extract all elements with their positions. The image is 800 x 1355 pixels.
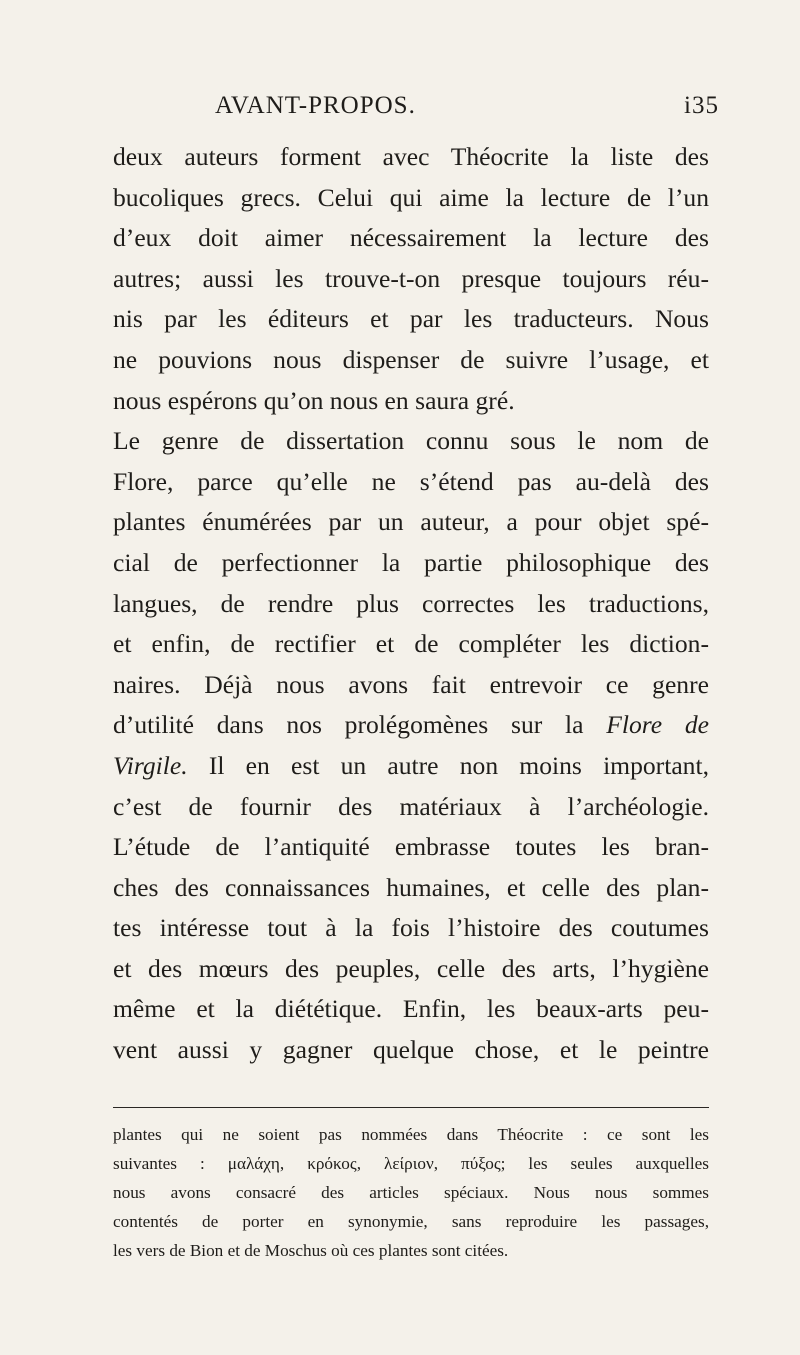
italic-title: Virgile. (113, 750, 188, 780)
text-line: d’eux doit aimer nécessairement la lecture des (113, 223, 709, 253)
footnote-line: les vers de Bion et de Moschus où ces plantes sont citées. (113, 1241, 509, 1260)
page-number: i35 (684, 92, 719, 119)
footnote-line: plantes qui ne soient pas nommées dans Théocrite : ce sont les (113, 1125, 709, 1144)
footnote-line: contentés de porter en synonymie, sans reproduire les passages, (113, 1212, 709, 1231)
footnote-line: nous avons consacré des articles spéciaux. Nous nous sommes (113, 1183, 709, 1202)
text-line (113, 746, 709, 787)
text-segment: Il en est un autre non moins important, (208, 750, 709, 780)
text-segment: d’utilité dans nos prolégomènes sur la (113, 710, 584, 740)
text-line: naires. Déjà nous avons fait entrevoir ce genre (113, 669, 709, 699)
text-line: Le genre de dissertation connu sous le nom de (113, 426, 709, 456)
text-line: même et la diététique. Enfin, les beaux-arts peu- (113, 994, 709, 1024)
footnote (113, 1120, 709, 1265)
text-line: tes intéresse tout à la fois l’histoire des coutumes (113, 913, 709, 943)
text-line: Flore, parce qu’elle ne s’étend pas au-delà des (113, 466, 709, 496)
text-line: ches des connaissances humaines, et celle des plan- (113, 872, 709, 902)
footnote-line: suivantes : μαλάχη, κρόκος, λείριον, πύξος; les seules auxquelles (113, 1154, 709, 1173)
text-line: nis par les éditeurs et par les traducteurs. Nous (113, 304, 709, 334)
text-line (113, 705, 709, 746)
text-line: c’est de fournir des matériaux à l’archéologie. (113, 791, 709, 821)
text-line: deux auteurs forment avec Théocrite la liste des (113, 142, 709, 171)
text-line: nous espérons qu’on nous en saura gré. (113, 385, 515, 415)
text-line: et enfin, de rectifier et de compléter les diction- (113, 629, 709, 659)
text-line: L’étude de l’antiquité embrasse toutes les bran- (113, 832, 709, 862)
text-line: cial de perfectionner la partie philosophique des (113, 547, 709, 577)
text-line: langues, de rendre plus correctes les traductions, (113, 588, 709, 618)
italic-title: Flore de (606, 710, 709, 740)
text-line: ne pouvions nous dispenser de suivre l’usage, et (113, 344, 709, 374)
text-line: et des mœurs des peuples, celle des arts, l’hygiène (113, 953, 709, 983)
text-line: autres; aussi les trouve-t-on presque toujours réu- (113, 263, 709, 293)
text-line: vent aussi y gagner quelque chose, et le peintre (113, 1035, 709, 1065)
main-text (113, 137, 709, 1071)
running-title: AVANT-PROPOS. (215, 92, 416, 119)
text-line: bucoliques grecs. Celui qui aime la lecture de l’un (113, 182, 709, 212)
footnote-rule (113, 1107, 709, 1108)
running-head (0, 92, 800, 136)
text-line: plantes énumérées par un auteur, a pour objet spé- (113, 507, 709, 537)
